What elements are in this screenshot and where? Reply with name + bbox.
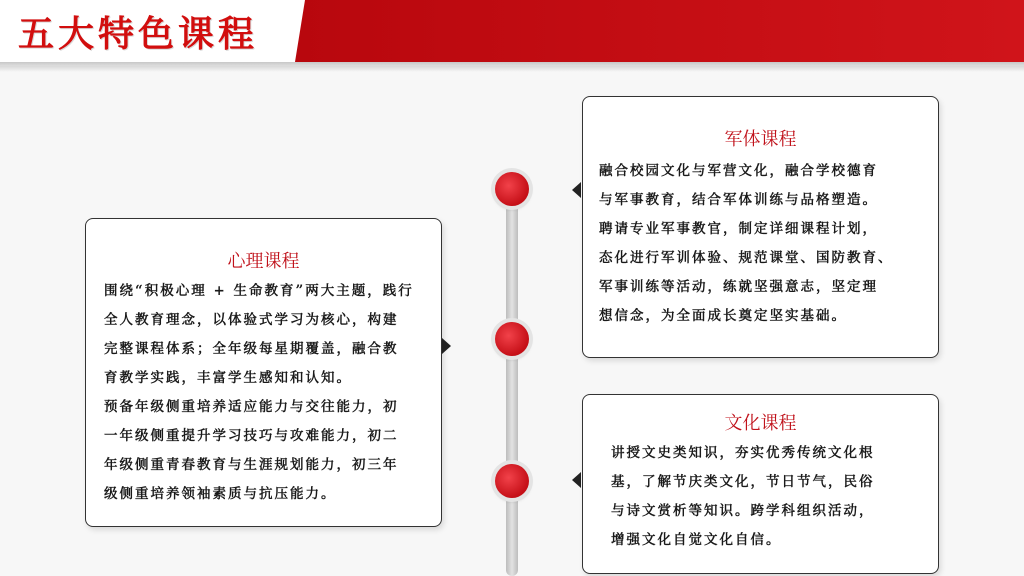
- card-psychology-body: [104, 277, 434, 509]
- card-psychology-line: 育教学实践，丰富学生感知和认知。: [104, 370, 352, 386]
- card-military-line: 军事训练等活动，练就坚强意志，坚定理: [599, 279, 878, 295]
- card-culture-title: 文化课程: [724, 413, 797, 434]
- card-military-line: 融合校园文化与军营文化，融合学校德育: [599, 163, 878, 179]
- card-psychology-line: 完整课程体系；全年级每星期覆盖，融合教: [104, 341, 399, 357]
- card-psychology-line: 年级侧重青春教育与生涯规划能力，初三年: [104, 457, 399, 473]
- arrow-military: [572, 182, 581, 198]
- card-culture-body: [611, 439, 931, 555]
- card-psychology-line: 围绕“积极心理 + 生命教育”两大主题，践行: [104, 283, 414, 299]
- card-psychology-title: 心理课程: [227, 251, 300, 272]
- card-culture-line: 讲授文史类知识，夯实优秀传统文化根: [611, 445, 875, 461]
- header-banner: [0, 0, 1024, 72]
- arrow-culture: [572, 472, 581, 488]
- card-military-body: [599, 157, 929, 331]
- card-psychology-line: 一年级侧重提升学习技巧与攻难能力，初二: [104, 428, 399, 444]
- card-psychology-line: 全人教育理念，以体验式学习为核心，构建: [104, 312, 399, 328]
- card-military-line: 与军事教育，结合军体训练与品格塑造。: [599, 192, 878, 208]
- card-military: [582, 96, 939, 358]
- timeline-dot-psychology: [495, 322, 529, 356]
- timeline-dot-military: [495, 172, 529, 206]
- page-title: 五大特色课程: [18, 13, 259, 55]
- card-military-line: 态化进行军训体验、规范课堂、国防教育、: [599, 250, 894, 266]
- arrow-psychology: [442, 338, 451, 354]
- card-psychology-line: 级侧重培养领袖素质与抗压能力。: [104, 486, 337, 502]
- card-military-line: 聘请专业军事教官，制定详细课程计划，: [599, 221, 878, 237]
- card-culture-line: 基，了解节庆类文化，节日节气，民俗: [611, 474, 875, 490]
- card-culture-line: 增强文化自觉文化自信。: [611, 532, 782, 548]
- card-culture-line: 与诗文赏析等知识。跨学科组织活动，: [611, 503, 875, 519]
- card-military-title: 军体课程: [724, 129, 797, 150]
- card-military-line: 想信念，为全面成长奠定坚实基础。: [599, 308, 847, 324]
- timeline-bar: [506, 180, 518, 576]
- card-psychology-line: 预备年级侧重培养适应能力与交往能力，初: [104, 399, 399, 415]
- card-culture: [582, 394, 939, 574]
- card-psychology: [85, 218, 442, 527]
- timeline-dot-culture: [495, 464, 529, 498]
